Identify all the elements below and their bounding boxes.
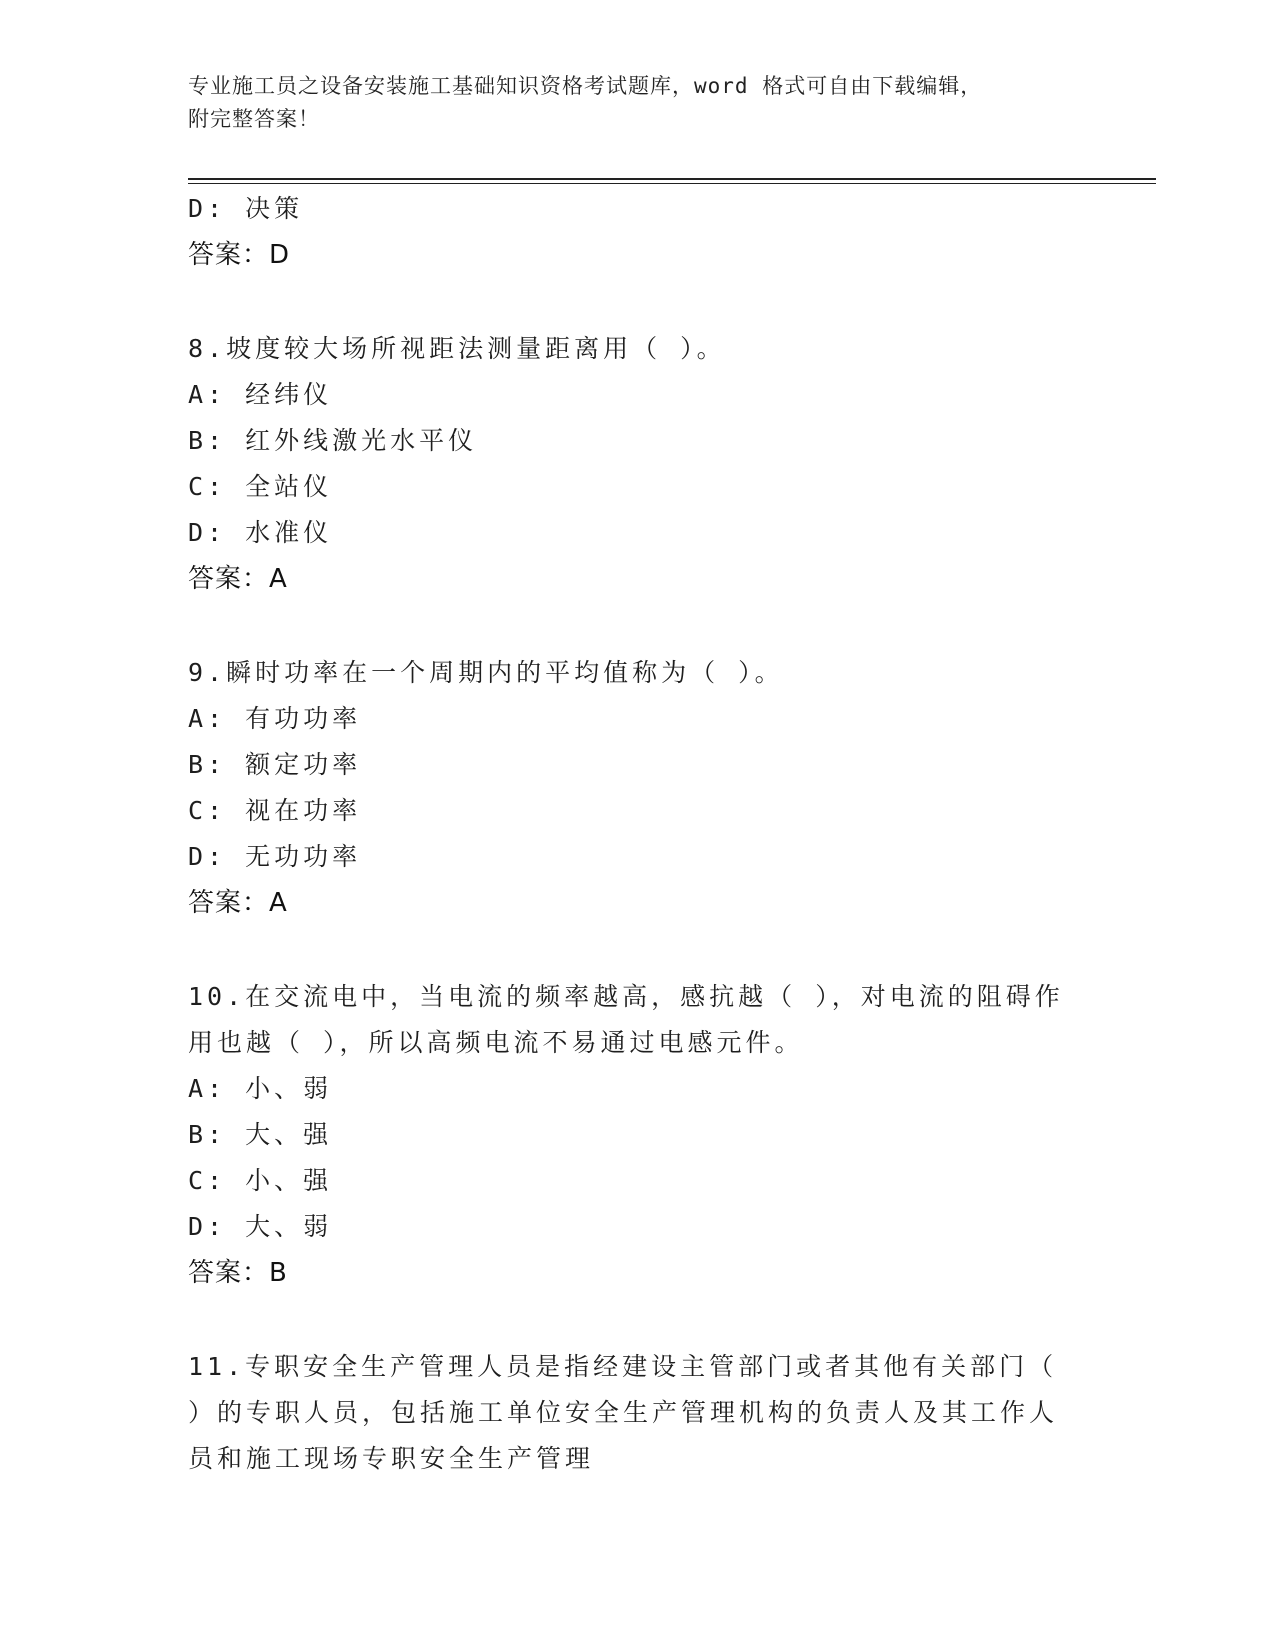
header-rule-thin: [188, 183, 1156, 184]
spacer: [188, 602, 1068, 650]
question-11-stem-line-3: 员和施工现场专职安全生产管理: [188, 1444, 595, 1473]
question-9-stem: 9.瞬时功率在一个周期内的平均值称为（ ）。: [188, 658, 784, 687]
question-9-option-b: B: 额定功率: [188, 750, 362, 779]
question-10-stem-line-1: 10.在交流电中，当电流的频率越高，感抗越（ ），对电流的阻碍作: [188, 982, 1064, 1011]
question-9-option-a: A: 有功功率: [188, 704, 362, 733]
carryover-answer: 答案：D: [188, 240, 291, 270]
question-8-option-a: A: 经纬仪: [188, 380, 333, 409]
question-10-stem-line-2: 用也越（ ），所以高频电流不易通过电感元件。: [188, 1028, 804, 1057]
question-9-option-d: D: 无功功率: [188, 842, 362, 871]
question-11-stem-line-2: ）的专职人员，包括施工单位安全生产管理机构的负责人及其工作人: [188, 1398, 1059, 1427]
header-line-2: 附完整答案！: [188, 107, 320, 131]
question-10-option-a: A: 小、弱: [188, 1074, 333, 1103]
question-8-option-d: D: 水准仪: [188, 518, 333, 547]
spacer: [188, 926, 1068, 974]
question-10-answer: 答案：B: [188, 1258, 288, 1288]
question-9-answer: 答案：A: [188, 888, 288, 918]
question-8-option-c: C: 全站仪: [188, 472, 333, 501]
question-content: [188, 186, 1068, 1482]
question-10-option-b: B: 大、强: [188, 1120, 333, 1149]
question-10-option-d: D: 大、弱: [188, 1212, 333, 1241]
question-8-option-b: B: 红外线激光水平仪: [188, 426, 478, 455]
spacer: [188, 278, 1068, 326]
carryover-option-d: D: 决策: [188, 194, 304, 223]
question-9-option-c: C: 视在功率: [188, 796, 362, 825]
header-line-1: 专业施工员之设备安装施工基础知识资格考试题库，word 格式可自由下载编辑，: [188, 74, 983, 98]
question-8-answer: 答案：A: [188, 564, 288, 594]
header-rule-thick: [188, 178, 1156, 180]
spacer: [188, 1296, 1068, 1344]
question-10-option-c: C: 小、强: [188, 1166, 333, 1195]
question-11-stem-line-1: 11.专职安全生产管理人员是指经建设主管部门或者其他有关部门（: [188, 1352, 1058, 1381]
question-8-stem: 8.坡度较大场所视距法测量距离用（ ）。: [188, 334, 726, 363]
document-header: [188, 70, 1088, 136]
